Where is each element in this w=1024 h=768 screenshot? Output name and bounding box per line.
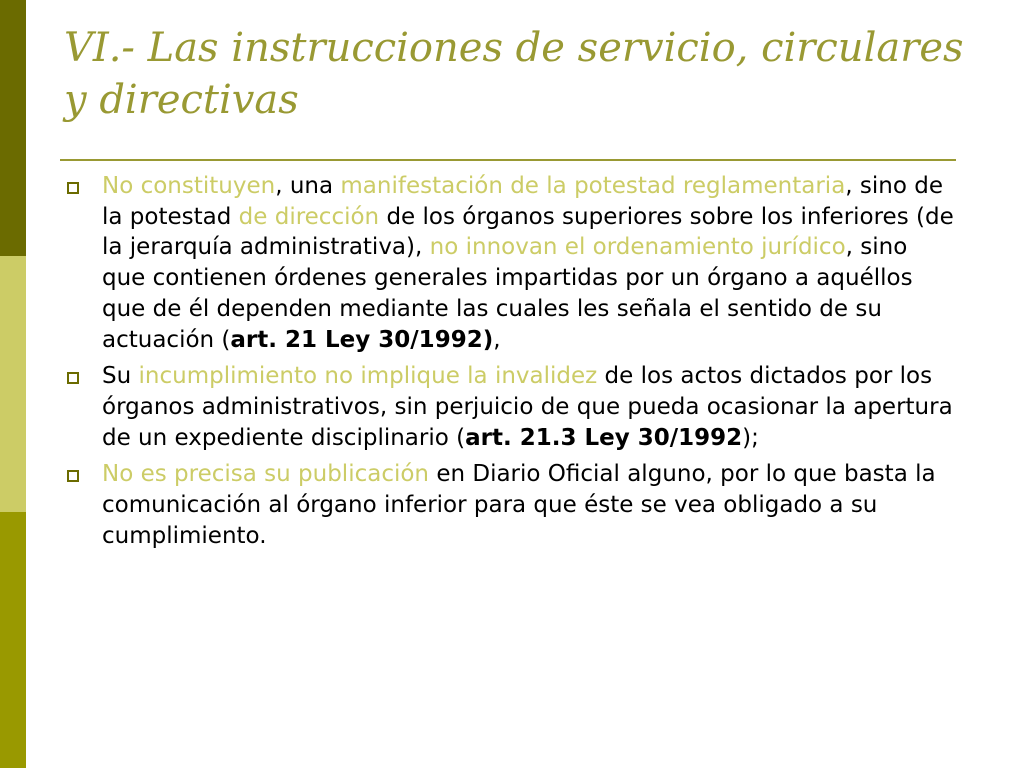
bullet-text <box>102 363 953 450</box>
side-bar-bottom <box>0 512 26 768</box>
bullet-item <box>66 361 956 453</box>
highlight-text: no innovan el ordenamiento jurídico <box>429 234 846 261</box>
body-text: de los actos dictados por los órganos administrativos, sin perjuicio de que pueda ocasionar la apertura de un expediente disciplinario ( <box>102 363 953 451</box>
body-text: Su <box>102 363 139 390</box>
body-text: de los órganos superiores sobre los inferiores (de la jerarquía administrativa), <box>102 203 954 261</box>
hollow-square-icon <box>67 372 79 384</box>
body-text: ); <box>742 424 759 451</box>
body-text: , <box>493 326 501 353</box>
slide-title: VI.- Las instrucciones de servicio, circulares y directivas <box>64 25 964 123</box>
bullet-text <box>102 173 954 353</box>
body-text: en Diario Oficial alguno, por lo que basta la comunicación al órgano inferior para que éste se vea obligado a su cumplimiento. <box>102 461 936 549</box>
highlight-text: incumplimiento no implique la invalidez <box>138 363 598 390</box>
highlight-text: de dirección <box>238 203 380 230</box>
bullet-item <box>66 459 956 551</box>
side-bar-top <box>0 0 26 256</box>
body-text: , sino de la potestad <box>102 173 944 230</box>
law-reference: art. 21.3 Ley 30/1992 <box>465 424 743 451</box>
side-bar-middle <box>0 256 26 512</box>
bullet-list <box>66 171 956 557</box>
title-divider <box>60 159 956 161</box>
highlight-text: manifestación de la potestad reglamentaria <box>340 173 846 199</box>
law-reference: art. 21 Ley 30/1992) <box>230 326 494 353</box>
hollow-square-icon <box>67 470 79 482</box>
bullet-text <box>102 461 936 548</box>
highlight-text: No constituyen <box>102 173 276 199</box>
bullet-item <box>66 171 956 355</box>
highlight-text: No es precisa su publicación <box>102 461 430 488</box>
hollow-square-icon <box>67 182 79 194</box>
body-text: , una <box>275 173 341 199</box>
body-text: , sino que contienen órdenes generales impartidas por un órgano a aquéllos que de él dependen mediante las cuales les señala el sentido de su actuación ( <box>102 234 913 353</box>
